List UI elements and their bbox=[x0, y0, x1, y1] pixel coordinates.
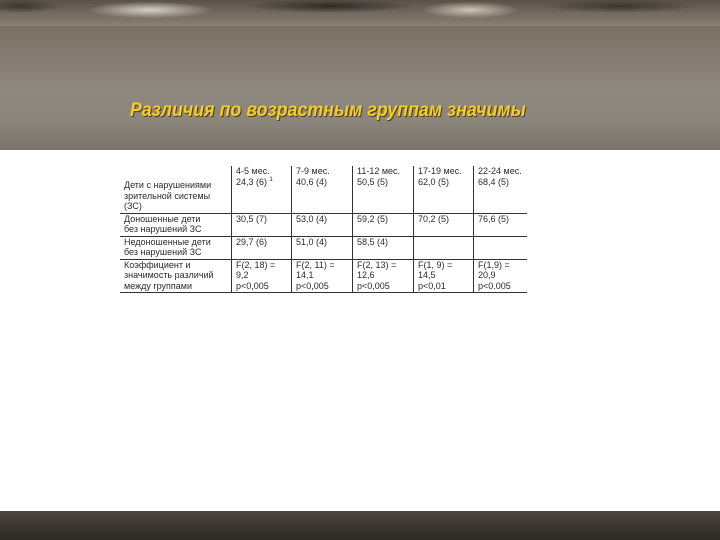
header-texture bbox=[0, 0, 720, 26]
row-label bbox=[120, 213, 232, 236]
column-header: 4-5 мес. bbox=[236, 166, 270, 176]
row-label-line: Недоношенные дети bbox=[124, 236, 211, 247]
results-table bbox=[120, 166, 527, 293]
table-cell bbox=[292, 259, 353, 293]
table-row bbox=[120, 213, 527, 236]
stat-line: 12,6 bbox=[357, 270, 375, 280]
table-cell: 59,2 (5) bbox=[353, 213, 414, 236]
row-label-line: Коэффициент и bbox=[124, 259, 191, 270]
column-header: 7-9 мес. bbox=[296, 166, 330, 176]
table-cell bbox=[353, 259, 414, 293]
row-label-line: между группами bbox=[124, 280, 193, 291]
row-label-line: зрительной системы bbox=[124, 190, 211, 201]
row-label bbox=[120, 259, 232, 293]
cell-value: 68,4 (5) bbox=[478, 176, 510, 187]
table-cell bbox=[232, 259, 292, 293]
table-cell: 30,5 (7) bbox=[232, 213, 292, 236]
table-cell bbox=[474, 259, 528, 293]
table-cell: 53,0 (4) bbox=[292, 213, 353, 236]
row-label-line: Дети с нарушениями bbox=[124, 180, 212, 190]
stat-line: p<0,005 bbox=[296, 280, 329, 291]
row-label-line: значимость различий bbox=[124, 270, 214, 280]
cell-value: 40,6 (4) bbox=[296, 176, 328, 187]
column-header: 11-12 мес. bbox=[357, 166, 401, 176]
cell-value: 62,0 (5) bbox=[418, 176, 450, 187]
column-header: 22-24 мес. bbox=[478, 166, 522, 176]
stat-line: p<0,01 bbox=[418, 280, 446, 291]
table-cell: 70,2 (5) bbox=[414, 213, 474, 236]
stat-line: F(2, 11) = bbox=[296, 259, 335, 270]
table-cell: 29,7 (6) bbox=[232, 236, 292, 259]
table-row bbox=[120, 259, 527, 293]
stat-line: F(2, 18) = bbox=[236, 259, 276, 270]
row-label-line: (ЗС) bbox=[124, 201, 142, 211]
cell-value: 50,5 (5) bbox=[357, 176, 389, 187]
stat-line: p<0.005 bbox=[478, 280, 511, 291]
table-cell bbox=[292, 166, 353, 213]
table-cell bbox=[474, 236, 528, 259]
table-cell bbox=[414, 166, 474, 213]
slide-footer-band bbox=[0, 511, 720, 540]
table-row bbox=[120, 166, 527, 213]
table-cell bbox=[232, 166, 292, 213]
row-label-line: без нарушений ЗС bbox=[124, 247, 202, 257]
row-label bbox=[120, 166, 232, 213]
stat-line: F(1,9) = bbox=[478, 259, 510, 270]
row-label-line: Доношенные дети bbox=[124, 213, 201, 224]
table-cell: 51,0 (4) bbox=[292, 236, 353, 259]
table-cell bbox=[474, 166, 528, 213]
stat-line: 9,2 bbox=[236, 270, 249, 280]
table-cell bbox=[353, 166, 414, 213]
cell-value: 24,3 (6) $^1$ bbox=[236, 176, 273, 187]
slide-header-band bbox=[0, 0, 720, 150]
stat-line: p<0,005 bbox=[357, 280, 390, 291]
stat-line: p<0,005 bbox=[236, 280, 269, 291]
column-header: 17-19 мес. bbox=[418, 166, 462, 176]
row-label bbox=[120, 236, 232, 259]
stat-line: 14,5 bbox=[418, 270, 436, 280]
table-row bbox=[120, 236, 527, 259]
table-cell bbox=[414, 236, 474, 259]
footnote-mark: 1 bbox=[269, 176, 273, 183]
table-cell bbox=[414, 259, 474, 293]
stat-line: 14,1 bbox=[296, 270, 314, 280]
slide-title: Различия по возрастным группам значимы bbox=[130, 100, 526, 121]
table-cell: 76,6 (5) bbox=[474, 213, 528, 236]
table-cell: 58,5 (4) bbox=[353, 236, 414, 259]
row-label-line: без нарушений ЗС bbox=[124, 224, 202, 234]
stat-line: F(1, 9) = bbox=[418, 259, 453, 270]
stat-line: F(2, 13) = bbox=[357, 259, 397, 270]
stat-line: 20,9 bbox=[478, 270, 496, 280]
